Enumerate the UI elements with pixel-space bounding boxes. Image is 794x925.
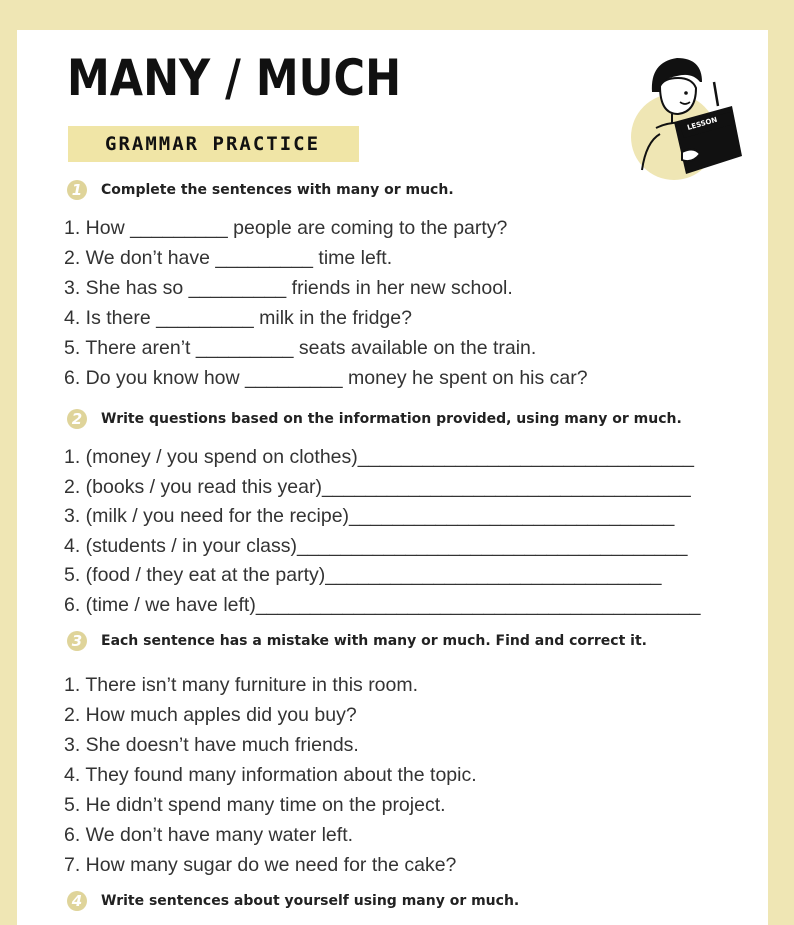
face-shape [660, 78, 696, 114]
exercise-item: 3. (milk / you need for the recipe)______________________________ [64, 505, 675, 528]
exercise-2-list [64, 443, 700, 621]
exercise-item: 5. (food / they eat at the party)_______________________________ [64, 564, 662, 587]
exercise-item: 1. How _________ people are coming to the party? [64, 217, 508, 239]
subtitle: GRAMMAR PRACTICE [105, 133, 321, 155]
exercise-item: 2. We don’t have _________ time left. [64, 247, 393, 269]
exercise-item: 4. They found many information about the topic. [64, 764, 477, 786]
exercise-1-list [64, 213, 588, 393]
exercise-item: 3. She doesn’t have much friends. [64, 734, 359, 756]
subtitle-banner [68, 126, 359, 162]
section-number-badge: 4 [67, 891, 87, 911]
section-number-badge: 3 [67, 631, 87, 651]
section-3-header [67, 631, 647, 651]
reading-man-illustration [622, 42, 742, 182]
exercise-item: 5. He didn’t spend many time on the project. [64, 794, 446, 816]
section-instruction: Each sentence has a mistake with many or much. Find and correct it. [101, 633, 647, 649]
book-label: LESSON [686, 115, 719, 132]
section-4-header [67, 891, 519, 911]
exercise-item: 1. (money / you spend on clothes)_______________________________ [64, 446, 694, 468]
exercise-item: 6. (time / we have left)_________________________________________ [64, 593, 701, 616]
section-instruction: Write questions based on the information provided, using many or much. [101, 411, 682, 427]
section-instruction: Write sentences about yourself using many or much. [101, 893, 520, 909]
worksheet-page [17, 30, 768, 925]
exercise-item: 3. She has so _________ friends in her new school. [64, 277, 513, 299]
exercise-item: 4. (students / in your class)____________________________________ [64, 534, 688, 557]
exercise-item: 2. (books / you read this year)__________________________________ [64, 475, 691, 498]
section-2-header [67, 409, 682, 429]
exercise-item: 5. There aren’t _________ seats available on the train. [64, 337, 537, 359]
exercise-item: 6. We don’t have many water left. [64, 824, 354, 846]
section-number-badge: 2 [67, 409, 87, 429]
exercise-item: 2. How much apples did you buy? [64, 704, 357, 726]
exercise-3-list [64, 670, 477, 880]
section-number-badge: 1 [67, 180, 87, 200]
page-title: MANY / MUCH [67, 49, 402, 107]
exercise-item: 6. Do you know how _________ money he spent on his car? [64, 367, 588, 389]
exercise-item: 7. How many sugar do we need for the cake? [64, 854, 457, 876]
exercise-item: 4. Is there _________ milk in the fridge? [64, 307, 412, 329]
section-instruction: Complete the sentences with many or much. [101, 182, 454, 198]
exercise-item: 1. There isn’t many furniture in this room. [64, 674, 419, 696]
section-1-header [67, 180, 454, 200]
pencil-shape [714, 82, 718, 106]
